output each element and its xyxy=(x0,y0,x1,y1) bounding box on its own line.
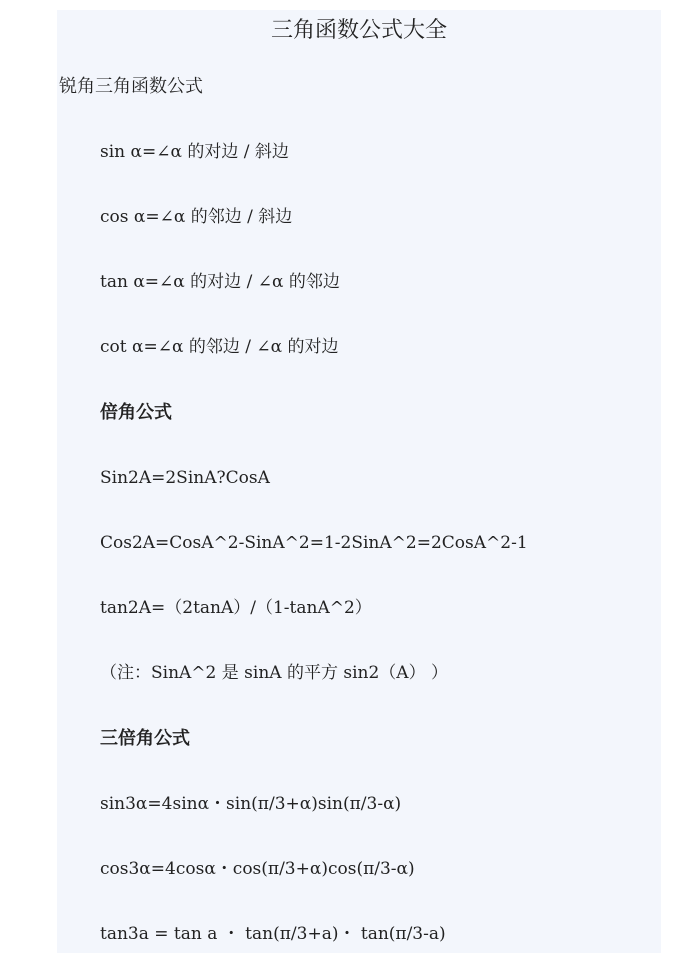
document-page xyxy=(57,10,661,953)
formula-tan3a: tan3a = tan a ・ tan(π/3+a)・ tan(π/3-a) xyxy=(100,924,446,944)
formula-sin3a: sin3α=4sinα・sin(π/3+α)sin(π/3-α) xyxy=(100,794,402,814)
formula-cos3a: cos3α=4cosα・cos(π/3+α)cos(π/3-α) xyxy=(100,859,415,879)
formula-cot: cot α=∠α 的邻边 / ∠α 的对边 xyxy=(100,337,339,357)
formula-tan2a: tan2A=（2tanA）/（1-tanA^2） xyxy=(100,598,372,618)
formula-cos: cos α=∠α 的邻边 / 斜边 xyxy=(100,207,293,227)
note-line: （注：SinA^2 是 sinA 的平方 sin2（A） ） xyxy=(100,663,448,683)
section-heading-double-angle: 倍角公式 xyxy=(100,402,172,423)
section-heading-acute-trig: 锐角三角函数公式 xyxy=(59,76,203,97)
formula-sin: sin α=∠α 的对边 / 斜边 xyxy=(100,142,289,162)
formula-tan: tan α=∠α 的对边 / ∠α 的邻边 xyxy=(100,272,340,292)
document-title: 三角函数公式大全 xyxy=(270,18,447,43)
formula-sin2a: Sin2A=2SinA?CosA xyxy=(100,468,270,488)
formula-cos2a: Cos2A=CosA^2-SinA^2=1-2SinA^2=2CosA^2-1 xyxy=(100,533,528,553)
section-heading-triple-angle: 三倍角公式 xyxy=(100,728,190,749)
